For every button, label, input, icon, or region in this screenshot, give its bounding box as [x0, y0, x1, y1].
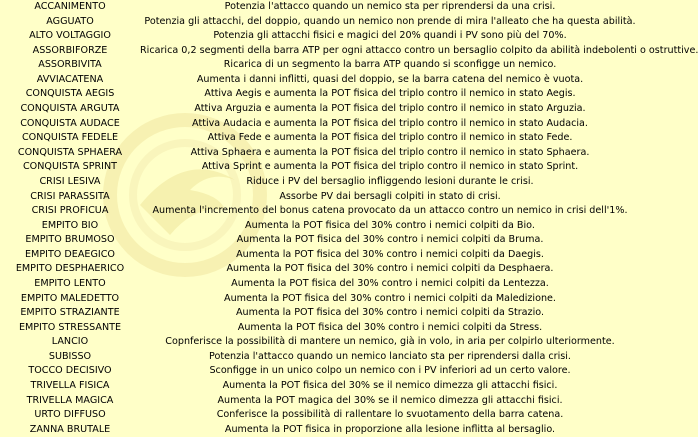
table-row — [0, 44, 698, 59]
ability-name: URTO DIFFUSO — [34, 409, 106, 421]
ability-description: Attiva Audacia e aumenta la POT fisica del triplo contro il nemico in stato Audacia. — [192, 117, 588, 129]
ability-description: Assorbe PV dai bersagli colpiti in stato di crisi. — [279, 190, 501, 202]
table-row — [0, 408, 640, 423]
ability-name: ASSORBIFORZE — [32, 44, 108, 56]
ability-name: EMPITO STRAZIANTE — [20, 307, 120, 319]
ability-description: Ricarica 0,2 segmenti della barra ATP per ogni attacco contro un bersaglio colpito da abilità indebolenti o ostruttive. — [140, 44, 698, 56]
ability-name: CONQUISTA SPHAERA — [17, 146, 123, 158]
table-row — [0, 277, 640, 292]
ability-description: Copnferisce la possibilità di mantere un nemico, già in volo, in aria per colpirlo ulteriormente. — [165, 336, 615, 348]
ability-name: ZANNA BRUTALE — [29, 423, 111, 435]
table-row — [0, 379, 640, 394]
ability-name: EMPITO BIO — [41, 219, 99, 231]
ability-description: Riduce i PV del bersaglio infliggendo lesioni durante le crisi. — [246, 175, 534, 187]
table-row — [0, 335, 640, 350]
ability-description: Aumenta la POT fisica del 30% contro i nemici colpiti da Bio. — [245, 219, 535, 231]
ability-name: CONQUISTA SPRINT — [22, 161, 118, 173]
ability-description: Aumenta la POT fisica del 30% contro i nemici colpiti da Stress. — [237, 321, 543, 333]
ability-description: Potenzia gli attacchi, del doppio, quando un nemico non prende di mira l'alleato che ha questa abilità. — [144, 15, 636, 27]
ability-name: AVVIACATENA — [36, 73, 104, 85]
table-row — [0, 394, 640, 409]
table-row — [0, 102, 640, 117]
ability-description: Potenzia gli attacchi fisici e magici del 20% quandi i PV sono più del 70%. — [213, 30, 567, 42]
table-row — [0, 423, 640, 437]
ability-description: Ricarica di un segmento la barra ATP quando si sconfigge un nemico. — [223, 59, 557, 71]
ability-description: Aumenta l'incremento del bonus catena provocato da un attacco contro un nemico in crisi dell'1%. — [152, 205, 628, 217]
table-row — [0, 131, 640, 146]
table-row — [0, 233, 640, 248]
ability-description: Attiva Sprint e aumenta la POT fisica del triplo contro il nemico in stato Sprint. — [201, 161, 579, 173]
ability-name: CONQUISTA AEGIS — [25, 88, 115, 100]
ability-name: CONQUISTA FEDELE — [21, 132, 119, 144]
table-row — [0, 350, 640, 365]
table-row — [0, 0, 640, 15]
ability-name: EMPITO MALEDETTO — [20, 292, 120, 304]
ability-name: CRISI PARASSITA — [30, 190, 110, 202]
table-row — [0, 364, 640, 379]
table-row — [0, 146, 640, 161]
ability-description: Aumenta la POT fisica del 30% contro i nemici colpiti da Desphaera. — [226, 263, 554, 275]
ability-name: CRISI PROFICUA — [31, 205, 109, 217]
ability-description: Attiva Sphaera e aumenta la POT fisica del triplo contro il nemico in stato Sphaera. — [190, 146, 590, 158]
table-row — [0, 262, 640, 277]
table-row — [0, 58, 640, 73]
table-row — [0, 219, 640, 234]
table-row — [0, 248, 640, 263]
ability-name: LANCIO — [51, 336, 89, 348]
ability-description: Potenzia l'attacco quando un nemico lanciato sta per riprendersi dalla crisi. — [209, 350, 571, 362]
table-row — [0, 204, 640, 219]
ability-description: Aumenta la POT fisica del 30% contro i nemici colpiti da Strazio. — [235, 307, 545, 319]
ability-name: CONQUISTA ARGUTA — [20, 103, 120, 115]
ability-description: Attiva Arguzia e aumenta la POT fisica del triplo contro il nemico in stato Arguzia. — [194, 103, 586, 115]
ability-description: Aumenta la POT fisica del 30% contro i nemici colpiti da Daegis. — [236, 248, 544, 260]
ability-description: Aumenta la POT magica del 30% se il nemico dimezza gli attacchi fisici. — [217, 394, 563, 406]
ability-description: Potenzia l'attacco quando un nemico sta per riprendersi da una crisi. — [224, 1, 556, 12]
ability-description: Aumenta la POT fisica del 30% contro i nemici colpiti da Bruma. — [236, 234, 544, 246]
table-row — [0, 73, 640, 88]
table-row — [0, 29, 640, 44]
ability-name: TOCCO DECISIVO — [28, 365, 112, 377]
table-row — [0, 15, 640, 30]
ability-name: SUBISSO — [48, 350, 92, 362]
ability-name: ALTO VOLTAGGIO — [29, 30, 111, 42]
ability-name: AGGUATO — [46, 15, 94, 27]
ability-name: TRIVELLA MAGICA — [26, 394, 114, 406]
table-row — [0, 87, 640, 102]
ability-name: TRIVELLA FISICA — [30, 380, 110, 392]
ability-description: Aumenta i danni inflitti, quasi del doppio, se la barra catena del nemico è vuota. — [196, 73, 584, 85]
ability-name: ASSORBIVITA — [38, 59, 102, 71]
ability-description: Conferisce la possibilità di rallentare lo svuotamento della barra catena. — [216, 409, 564, 421]
ability-description: Aumenta la POT fisica in proporzione alla lesione inflitta al bersaglio. — [224, 423, 556, 435]
ability-name: EMPITO DESPHAERICO — [15, 263, 125, 275]
ability-name: EMPITO DEAEGICO — [24, 248, 115, 260]
ability-name: EMPITO BRUMOSO — [25, 234, 115, 246]
ability-description: Attiva Fede e aumenta la POT fisica del triplo contro il nemico in stato Fede. — [207, 132, 573, 144]
table-row — [0, 117, 640, 132]
ability-description: Attiva Aegis e aumenta la POT fisica del triplo contro il nemico in stato Aegis. — [204, 88, 576, 100]
table-row — [0, 321, 640, 336]
table-row — [0, 190, 640, 205]
ability-name: EMPITO LENTO — [34, 277, 106, 289]
ability-description: Aumenta la POT fisica del 30% contro i nemici colpiti da Lentezza. — [231, 277, 549, 289]
ability-description: Aumenta la POT fisica del 30% se il nemico dimezza gli attacchi fisici. — [222, 380, 558, 392]
ability-name: EMPITO STRESSANTE — [18, 321, 122, 333]
table-row — [0, 306, 640, 321]
ability-name: ACCANIMENTO — [34, 1, 106, 12]
ability-description: Aumenta la POT fisica del 30% contro i nemici colpiti da Maledizione. — [224, 292, 556, 304]
ability-name: CONQUISTA AUDACE — [20, 117, 120, 129]
table-row — [0, 160, 640, 175]
ability-description: Sconfigge in un unico colpo un nemico con i PV inferiori ad un certo valore. — [209, 365, 571, 377]
table-row — [0, 292, 640, 307]
ability-name: CRISI LESIVA — [39, 175, 101, 187]
table-row — [0, 175, 640, 190]
